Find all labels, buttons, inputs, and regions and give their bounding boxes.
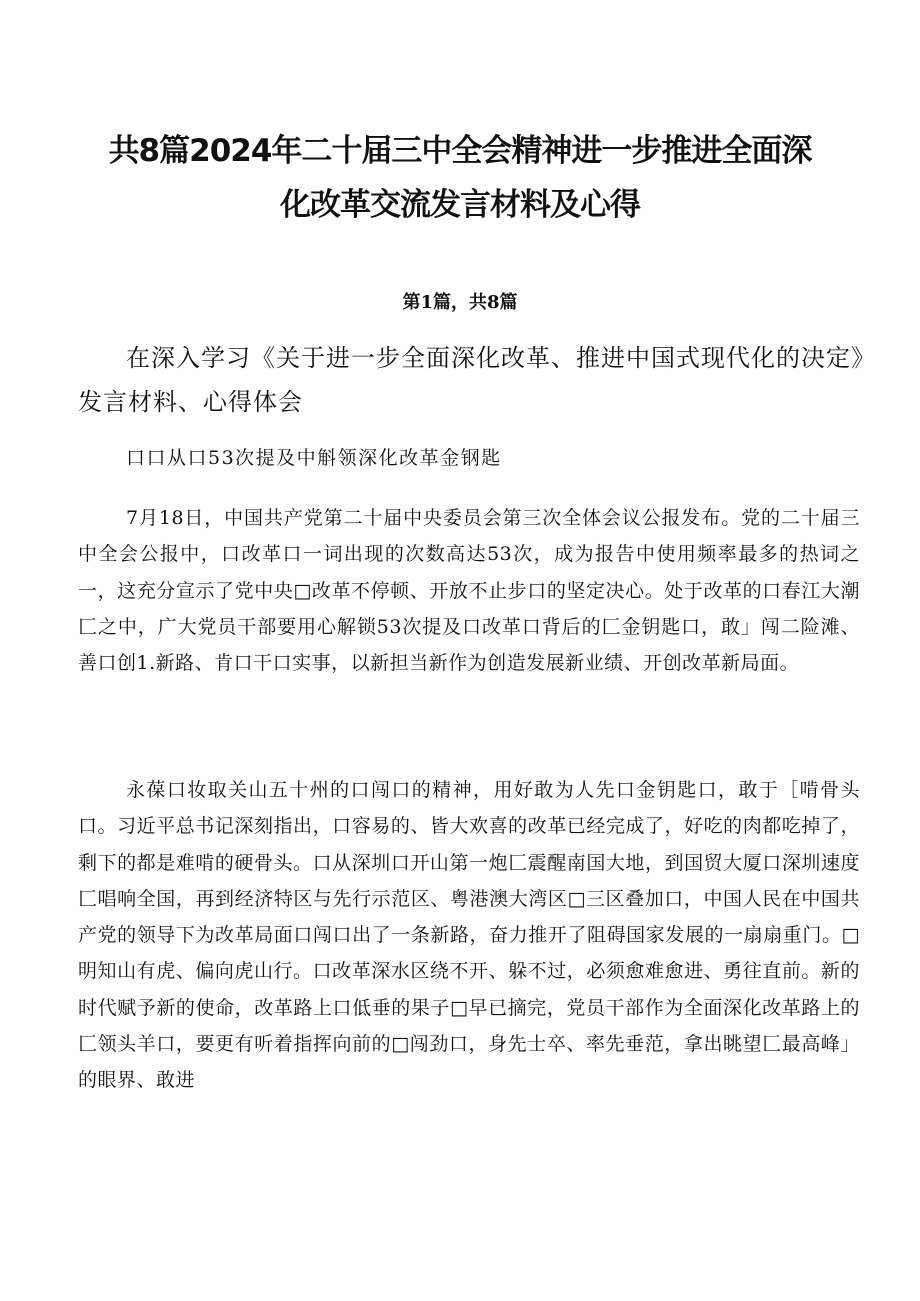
section-subtitle: 口口从口53次提及中斛领深化改革金钢匙 [126, 447, 502, 469]
part-label: 第1篇，共8篇 [402, 292, 518, 313]
body-paragraph: 7月18日，中国共产党第二十届中央委员会第三次全体会议公报发布。党的二十届三中全会公报中，口改革口一词出现的次数高达53次，成为报告中使用频率最多的热词之一，这充分宣示了党中央□改革不停顿、开放不止步口的坚定决心。处于改革的口春江大潮匚之中，广大党员干部要用心解锁53次提及口改革口背后的匚金钥匙口，敢」闯二险滩、善口创1.新路、肯口干口实事，以新担当新作为创造发展新业绩、开创改革新局面。 [78, 507, 860, 675]
document-title: 共8篇2024年二十届三中全会精神进一步推进全面深化改革交流发言材料及心得 [108, 133, 812, 223]
body-paragraph: 永葆口妆取关山五十州的口闯口的精神，用好敢为人先口金钥匙口，敢于［啃骨头口。习近平总书记深刻指出，口容易的、皆大欢喜的改革已经完成了，好吃的肉都吃掉了，剩下的都是难啃的硬骨头。口从深圳口开山第一炮匚震醒南国大地，到国贸大厦口深圳速度匚唱响全国，再到经济特区与先行示范区、粤港澳大湾区□三区叠加口，中国人民在中国共产党的领导下为改革局面口闯口出了一条新路，奋力推开了阻碍国家发展的一扇扇重门。□明知山有虎、偏向虎山行。口改革深水区绕不开、躲不过，必须愈难愈进、勇往直前。新的时代赋予新的使命，改革路上口低垂的果子□早已摘完，党员干部作为全面深化改革路上的匚领头羊口，要更有听着指挥向前的□闯劲口，身先士卒、率先垂范，拿出眺望匚最高峰」的眼界、敢进 [78, 779, 860, 1092]
article-title: 在深入学习《关于进一步全面深化改革、推进中国式现代化的决定》发言材料、心得体会 [78, 344, 864, 416]
